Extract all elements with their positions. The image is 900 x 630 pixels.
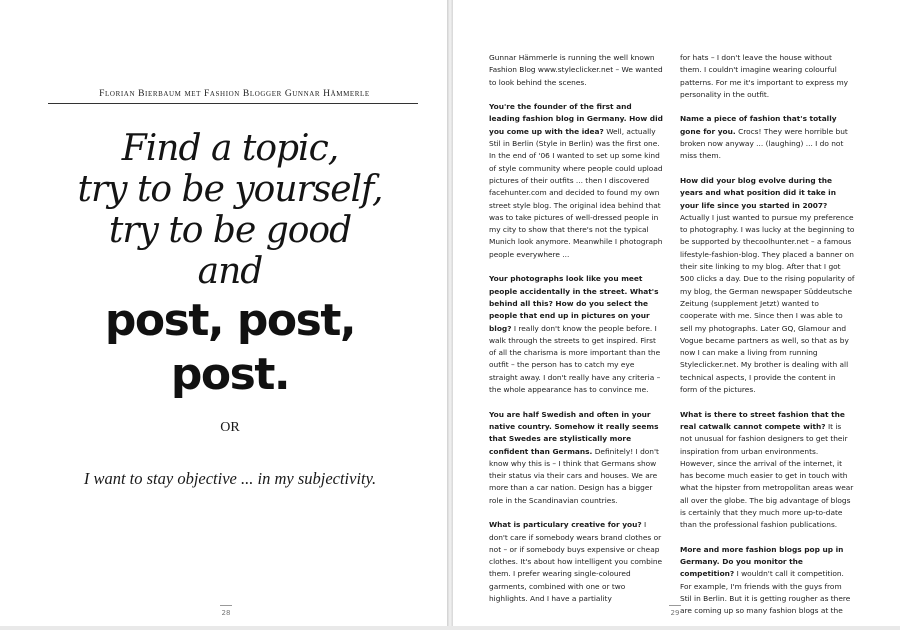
answer: Actually I just wanted to pursue my preference to photography. I was lucky at the beginning to be supported by thecoolhunter.net – a famous lifestyle-fashion-blog. They placed a banner on their site linking to my blog. After that I got 500 clicks a day. Due to the rising popularity of my blog, the German newspaper Süddeutsche Zeitung (supplement Jetzt) wanted to cooperate with me. Since then I was able to sell my photographs. Later GQ, Glamour and Vogue became partners as well, so that as by now I can make a living from running Styleclicker.net. My brother is dealing with all technical aspects, I provide the content in form of the pictures. [680, 212, 855, 395]
text-column-2 [680, 52, 855, 630]
question: You are half Swedish and often in your native country. Somehow it really seems that Swedes are stylistically more confident than Germans. [489, 409, 659, 456]
qa-paragraph [680, 409, 855, 532]
headline-line-3: try to be good [108, 210, 352, 251]
answer: I really don't know the people before. I walk through the streets to get inspired. First of all the charisma is more important than the outfit – the person has to catch my eye straight away. I don't really have any criteria – the whole appearance has to convince me. [489, 323, 661, 395]
right-page [453, 0, 900, 626]
left-page [0, 0, 447, 626]
answer: Well, actually Stil in Berlin (Style in Berlin) was the first one. In the end of '06 I wanted to set up some kind of style community where people could upload pictures of their outfits ... then I discovered facehunter.com and decided to found my own street style blog. The original idea behind that was to take pictures of well-dressed people in my city to show that there's not the typical Munich look anymore. Meanwhile I photograph people everywhere ... [489, 126, 663, 259]
qa-paragraph [489, 519, 664, 605]
answer: I don't care if somebody wears brand clothes or not – or if somebody buys expensive or cheap clothes. It's about how intelligent you combine them. I prefer wearing single-coloured garments, combined with one or two highlights. And I have a partiality [489, 520, 663, 604]
question: How did your blog evolve during the years and what position did it take in your life since you started in 2007? [680, 175, 836, 210]
intro-paragraph [489, 52, 664, 89]
qa-paragraph [489, 409, 664, 507]
qa-paragraph [680, 175, 855, 396]
continued-text: for hats – I don't leave the house without them. I couldn't imagine wearing colourful patterns. For me it's important to express my personality in the outfit. [680, 53, 849, 99]
headline-line-2: try to be yourself, [77, 169, 383, 210]
running-head: Florian Bierbaum met Fashion Blogger Gunnar Hämmerle [99, 89, 370, 99]
page-number-left: 28 [211, 605, 241, 617]
qa-paragraph [680, 113, 855, 162]
intro-text: Gunnar Hämmerle is running the well known Fashion Blog www.styleclicker.net – We wanted to look behind the scenes. [489, 53, 663, 87]
header-rule [48, 103, 418, 104]
qa-paragraph [680, 544, 855, 618]
subline: I want to stay objective ... in my subjectivity. [83, 469, 377, 488]
headline [40, 128, 420, 402]
question: What is particulary creative for you? [489, 520, 642, 530]
headline-bold: post, post, post. [104, 295, 356, 400]
answer: It is not unusual for fashion designers to get their inspiration from urban environments. However, since the arrival of the internet, it has become much easier to get in touch with what the hipster from metropolitan areas wear all over the globe. The big advantage of blogs is certainly that they much more up-to-date than the professional fashion publications. [680, 421, 854, 530]
question: Name a piece of fashion that's totally gone for you. [680, 114, 837, 136]
qa-paragraph [489, 101, 664, 261]
continued-paragraph [680, 52, 855, 101]
page-number-right: 29 [660, 605, 690, 617]
or-text: OR [220, 420, 240, 435]
headline-line-4: and [197, 251, 263, 292]
headline-line-1: Find a topic, [121, 128, 339, 169]
answer: Crocs! They were horrible but broken now anyway ... (laughing) ... I do not miss them. [680, 126, 848, 161]
question: More and more fashion blogs pop up in Germany. Do you monitor the competition? [680, 544, 844, 579]
answer: I wouldn't call it competition. For example, I'm friends with the guys from Stil in Berlin. But it is getting rougher as there are coming up so many fashion blogs at the [680, 569, 851, 616]
qa-paragraph [489, 273, 664, 396]
answer: Definitely! I don't know why this is – I think that Germans show their status via their cars and houses. We are more than a car nation. Design has a bigger role in the Scandinavian countries. [489, 446, 659, 505]
text-column-1 [489, 52, 664, 618]
question: You're the founder of the first and leading fashion blog in Germany. How did you come up with the idea? [489, 102, 663, 136]
question: What is there to street fashion that the real catwalk cannot compete with? [680, 409, 845, 431]
question: Your photographs look like you meet people accidentally in the street. What's behind all this? How do you select the people that end up in pictures on your blog? [489, 274, 659, 333]
